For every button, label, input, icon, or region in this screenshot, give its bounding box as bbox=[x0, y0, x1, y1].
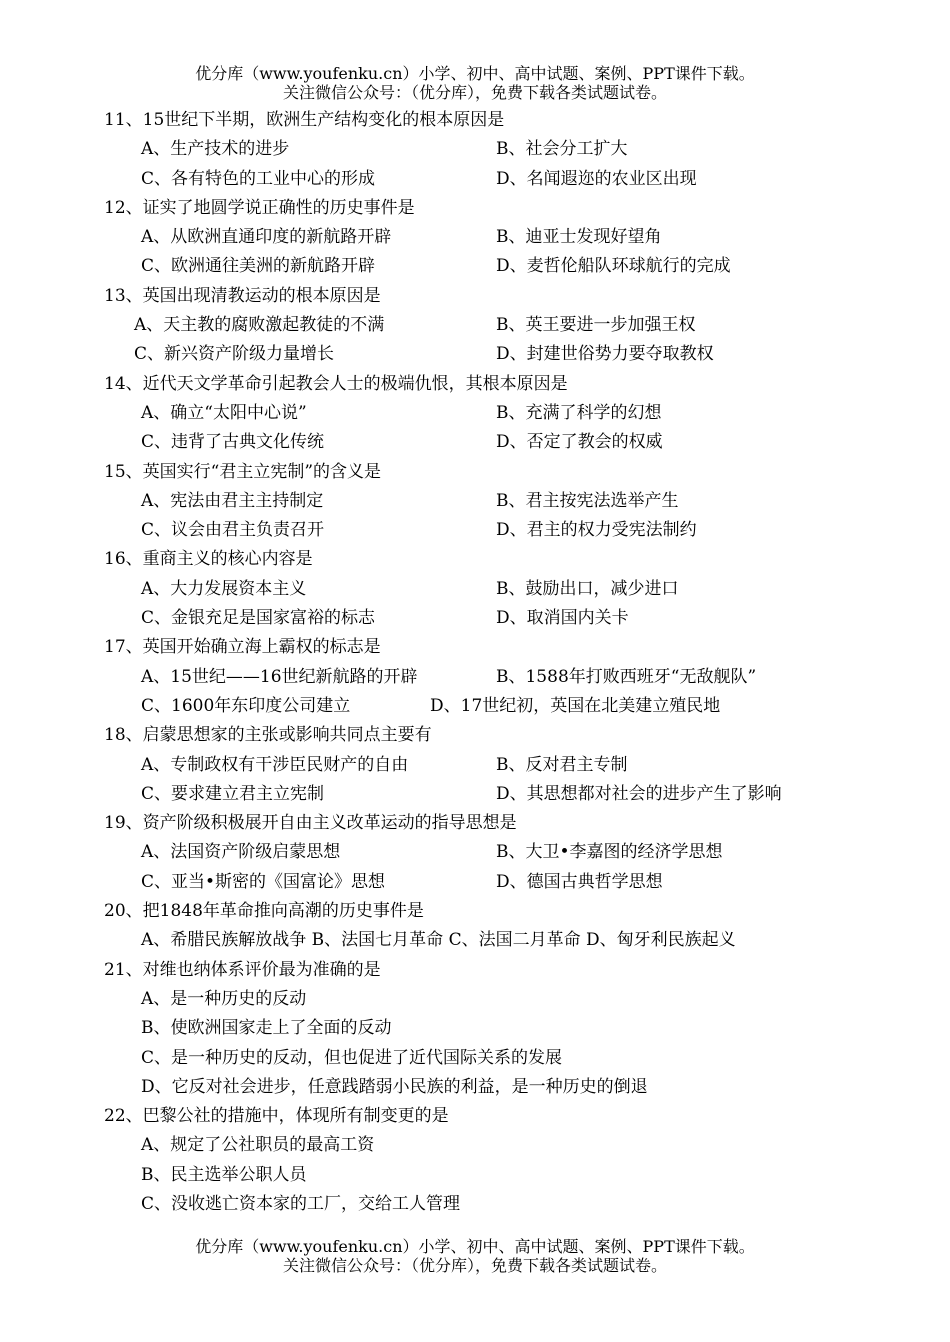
option-b: B、充满了科学的幻想 bbox=[496, 402, 662, 423]
option-b: B、鼓励出口，减少进口 bbox=[496, 578, 679, 599]
option-d: D、德国古典哲学思想 bbox=[496, 871, 663, 892]
option-b: B、大卫•李嘉图的经济学思想 bbox=[496, 842, 723, 863]
option-c: C、亚当•斯密的《国富论》思想 bbox=[141, 871, 386, 892]
question-stem: 12、证实了地圆学说正确性的历史事件是 bbox=[104, 197, 415, 218]
option-d: D、取消国内关卡 bbox=[496, 608, 629, 629]
question-stem: 13、英国出现清教运动的根本原因是 bbox=[104, 285, 381, 306]
question-list bbox=[104, 106, 924, 1219]
footer-line-2: 关注微信公众号：（优分库），免费下载各类试题试卷。 bbox=[282, 1256, 667, 1275]
footer-line-1: 优分库（www.youfenku.cn）小学、初中、高中试题、案例、PPT课件下载。 bbox=[195, 1237, 755, 1256]
option-d: D、麦哲伦船队环球航行的完成 bbox=[496, 256, 731, 277]
option-d: D、否定了教会的权威 bbox=[496, 432, 663, 453]
question-stem: 22、巴黎公社的措施中，体现所有制变更的是 bbox=[104, 1106, 449, 1127]
question-stem: 21、对维也纳体系评价最为准确的是 bbox=[104, 959, 381, 980]
option-a: A、大力发展资本主义 bbox=[141, 578, 307, 599]
option-b: B、君主按宪法选举产生 bbox=[496, 490, 679, 511]
option-b: B、1588年打败西班牙“无敌舰队” bbox=[496, 666, 757, 687]
option-a: A、生产技术的进步 bbox=[141, 139, 290, 160]
question-stem: 19、资产阶级积极展开自由主义改革运动的指导思想是 bbox=[104, 813, 517, 834]
option-d: D、其思想都对社会的进步产生了影响 bbox=[496, 783, 782, 804]
option-a: A、天主教的腐败激起教徒的不满 bbox=[134, 315, 385, 336]
options-inline: A、希腊民族解放战争 B、法国七月革命 C、法国二月革命 D、匈牙利民族起义 bbox=[141, 930, 736, 951]
option-a: A、是一种历史的反动 bbox=[141, 988, 307, 1009]
page-footer bbox=[0, 1237, 950, 1275]
option-b: B、迪亚士发现好望角 bbox=[496, 227, 662, 248]
option-a: A、确立“太阳中心说” bbox=[141, 402, 307, 423]
option-b: B、反对君主专制 bbox=[496, 754, 628, 775]
question-stem: 11、15世纪下半期，欧洲生产结构变化的根本原因是 bbox=[104, 110, 505, 130]
option-c: C、新兴资产阶级力量增长 bbox=[134, 344, 335, 365]
option-b: B、民主选举公职人员 bbox=[141, 1164, 307, 1185]
header-line-1: 优分库（www.youfenku.cn）小学、初中、高中试题、案例、PPT课件下载。 bbox=[195, 64, 755, 83]
option-b: B、英王要进一步加强王权 bbox=[496, 315, 696, 336]
option-c: C、没收逃亡资本家的工厂，交给工人管理 bbox=[141, 1193, 461, 1214]
option-b: B、使欧洲国家走上了全面的反动 bbox=[141, 1018, 392, 1039]
option-d: D、封建世俗势力要夺取教权 bbox=[496, 344, 714, 365]
question-stem: 15、英国实行“君主立宪制”的含义是 bbox=[104, 461, 382, 482]
option-a: A、宪法由君主主持制定 bbox=[141, 490, 324, 511]
option-c: C、金银充足是国家富裕的标志 bbox=[141, 608, 376, 629]
option-a: A、从欧洲直通印度的新航路开辟 bbox=[141, 227, 392, 248]
question-stem: 14、近代天文学革命引起教会人士的极端仇恨，其根本原因是 bbox=[104, 373, 568, 394]
option-c: C、欧洲通往美洲的新航路开辟 bbox=[141, 256, 376, 277]
option-d: D、名闻遐迩的农业区出现 bbox=[496, 168, 697, 189]
option-a: A、15世纪——16世纪新航路的开辟 bbox=[141, 666, 418, 687]
option-d: D、17世纪初，英国在北美建立殖民地 bbox=[430, 695, 721, 716]
option-b: B、社会分工扩大 bbox=[496, 139, 628, 160]
question-stem: 16、重商主义的核心内容是 bbox=[104, 549, 313, 570]
option-c: C、各有特色的工业中心的形成 bbox=[141, 168, 376, 189]
option-c: C、议会由君主负责召开 bbox=[141, 520, 325, 541]
option-d: D、它反对社会进步，任意践踏弱小民族的利益，是一种历史的倒退 bbox=[141, 1076, 648, 1097]
option-c: C、违背了古典文化传统 bbox=[141, 432, 325, 453]
option-a: A、专制政权有干涉臣民财产的自由 bbox=[141, 754, 409, 775]
question-stem: 20、把1848年革命推向高潮的历史事件是 bbox=[104, 901, 424, 922]
option-a: A、法国资产阶级启蒙思想 bbox=[141, 842, 341, 863]
question-stem: 18、启蒙思想家的主张或影响共同点主要有 bbox=[104, 725, 432, 746]
option-c: C、是一种历史的反动，但也促进了近代国际关系的发展 bbox=[141, 1047, 563, 1068]
header-line-2: 关注微信公众号：（优分库），免费下载各类试题试卷。 bbox=[282, 83, 667, 102]
option-c: C、要求建立君主立宪制 bbox=[141, 783, 325, 804]
option-a: A、规定了公社职员的最高工资 bbox=[141, 1135, 375, 1156]
question-stem: 17、英国开始确立海上霸权的标志是 bbox=[104, 637, 381, 658]
page-header bbox=[0, 64, 950, 102]
option-d: D、君主的权力受宪法制约 bbox=[496, 520, 697, 541]
option-c: C、1600年东印度公司建立 bbox=[141, 695, 351, 716]
